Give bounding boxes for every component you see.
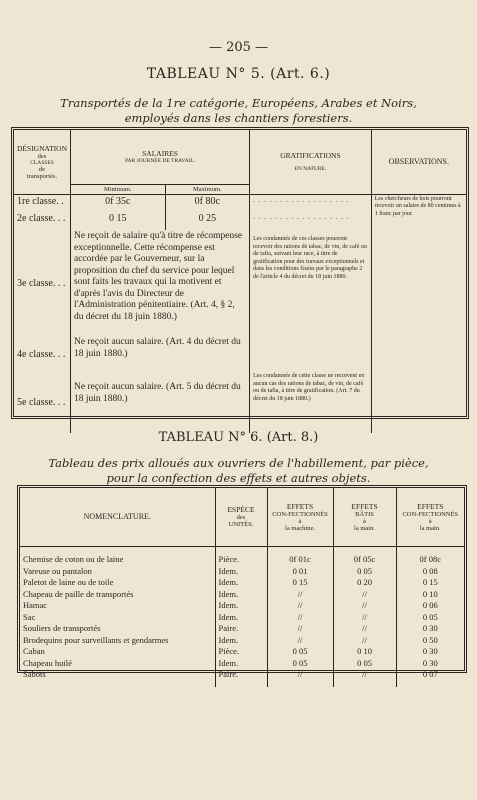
item-name: Sabots xyxy=(20,669,215,681)
item-machine: // xyxy=(267,623,333,635)
header-maximum: Maximum. xyxy=(165,184,250,194)
header-salaires: SALAIRES PAR JOURNÉE DE TRAVAIL. xyxy=(71,130,250,184)
item-name: Souliers de transportés xyxy=(20,623,215,635)
table-row xyxy=(14,194,466,212)
item-main: 0 06 xyxy=(422,600,438,610)
item-name: Caban xyxy=(20,646,215,658)
item-unit: Paire. xyxy=(215,623,267,635)
item-batis: 0 05 xyxy=(333,658,396,670)
item-unit: Pièce. xyxy=(215,646,267,658)
row-classe: 2e classe. . . xyxy=(14,212,71,230)
item-batis: 0 05 xyxy=(333,566,396,578)
row-classe: 5e classe. . . xyxy=(14,372,71,433)
item-unit: Idem. xyxy=(215,600,267,612)
table-row xyxy=(20,646,464,658)
tableau6-table xyxy=(20,488,464,687)
item-batis: 0 20 xyxy=(333,577,396,589)
table-row xyxy=(20,589,464,601)
item-batis: // xyxy=(333,612,396,624)
item-batis: 0 10 xyxy=(333,646,396,658)
row-max: 0 25 xyxy=(165,212,250,230)
item-unit: Idem. xyxy=(215,577,267,589)
item-main: 0 07 xyxy=(422,669,438,679)
item-name: Sac xyxy=(20,612,215,624)
item-machine: // xyxy=(267,589,333,601)
item-name: Brodequins pour surveillants et gendarmes xyxy=(20,635,215,647)
item-unit: Idem. xyxy=(215,589,267,601)
item-machine: // xyxy=(267,612,333,624)
tableau5-table xyxy=(14,130,466,433)
header-nomenclature: NOMENCLATURE. xyxy=(20,488,215,546)
page-number: — 205 — xyxy=(208,40,269,55)
row-obs: Les chercheurs de bois pourront recevoir un salaire de 80 centimes à 1 franc par jour. xyxy=(374,195,461,217)
table-row xyxy=(20,577,464,589)
row-classe: 4e classe. . . xyxy=(14,336,71,372)
item-machine: 0 01 xyxy=(267,566,333,578)
item-machine: 0 05 xyxy=(267,658,333,670)
table-row xyxy=(20,600,464,612)
item-unit: Pièce. xyxy=(215,554,267,566)
item-batis: // xyxy=(333,635,396,647)
row-classe: 3e classe. . . xyxy=(14,230,71,336)
row-min: 0 15 xyxy=(71,212,166,230)
item-batis: 0f 05c xyxy=(333,554,396,566)
table-row xyxy=(20,612,464,624)
item-unit: Paire. xyxy=(215,669,267,681)
row-text: Ne reçoit de salaire qu'à titre de récompense exceptionnelle. Cette récompense est accordée par le Gouverneur, sur la proposition du chef du service pour lequel sont faits les travaux qui la motivent et d'après l'avis du Directeur de l'Administration pénitentiaire. (Art. 4, § 2, du décret du 18 juin 1880.) xyxy=(71,230,250,336)
item-batis: // xyxy=(333,589,396,601)
item-name: Paletot de laine ou de toile xyxy=(20,577,215,589)
item-name: Hamac xyxy=(20,600,215,612)
tableau5-subtitle-line2: employés dans les chantiers forestiers. xyxy=(124,111,353,125)
row-grat: . . . . . . . . . . . . . . . . . . xyxy=(250,212,372,230)
item-main: 0 15 xyxy=(422,577,438,587)
item-main: 0 10 xyxy=(422,588,438,599)
row-grat: Les condamnés de ces classes pourront recevoir des rations de tabac, de vin, de café ou de tafia, suivant leur race, à titre de gratification pour des travaux exceptionnels et dans les conditions fixées par le paragraphe 2 de l'article 4 du décret du 18 juin 1880. xyxy=(250,230,372,372)
header-main: EFFETS CON-FECTIONNÉS à la main. xyxy=(396,488,464,546)
tableau5-subtitle-line1: Transportés de la 1re catégorie, Européens, Arabes et Noirs, xyxy=(60,96,417,110)
header-observations: OBSERVATIONS. xyxy=(371,130,466,194)
item-batis: // xyxy=(333,669,396,681)
row-grat: . . . . . . . . . . . . . . . . . . xyxy=(250,194,372,212)
row-classe: 1re classe. . xyxy=(14,194,71,212)
item-main: 0 05 xyxy=(422,611,438,622)
row-text: Ne reçoit aucun salaire. (Art. 4 du décret du 18 juin 1880.) xyxy=(71,336,250,372)
item-batis: // xyxy=(333,600,396,612)
table-row xyxy=(20,658,464,670)
tableau5-title: TABLEAU N° 5. (Art. 6.) xyxy=(146,66,331,82)
table-row xyxy=(20,566,464,578)
item-machine: 0f 01c xyxy=(267,554,333,566)
table-row xyxy=(20,669,464,681)
item-batis: // xyxy=(333,623,396,635)
row-max: 0f 80c xyxy=(165,194,250,212)
table-row xyxy=(14,230,466,336)
item-machine: // xyxy=(267,669,333,681)
item-main: 0 08 xyxy=(422,565,438,576)
item-name: Chemise de coton ou de laine xyxy=(20,554,215,566)
header-minimum: Minimum. xyxy=(71,184,166,194)
header-batis: EFFETS BÂTIS à la main. xyxy=(333,488,396,546)
row-text: Ne reçoit aucun salaire. (Art. 5 du décret du 18 juin 1880.) xyxy=(71,372,250,433)
item-machine: 0 15 xyxy=(267,577,333,589)
tableau6-title: TABLEAU N° 6. (Art. 8.) xyxy=(158,430,319,445)
item-name: Chapeau huilé xyxy=(20,658,215,670)
item-machine: 0 05 xyxy=(267,646,333,658)
table-row xyxy=(20,623,464,635)
item-name: Chapeau de paille de transportés xyxy=(20,589,215,601)
item-main: 0f 08c xyxy=(419,554,441,564)
header-designation: DÉSIGNATION des CLASSES de transportés. xyxy=(14,130,71,194)
row-min: 0f 35c xyxy=(71,194,166,212)
item-main: 0 30 xyxy=(422,657,438,668)
item-main: 0 30 xyxy=(422,623,438,633)
header-espece: ESPÈCE des UNITÉS. xyxy=(215,488,267,546)
item-name: Vareuse ou pantalon xyxy=(20,566,215,578)
header-gratifications: GRATIFICATIONS EN NATURE. xyxy=(250,130,372,194)
item-unit: Idem. xyxy=(215,658,267,670)
item-unit: Idem. xyxy=(215,635,267,647)
item-machine: // xyxy=(267,600,333,612)
table-row xyxy=(20,635,464,647)
header-machine: EFFETS CON-FECTIONNÉS à la machine. xyxy=(267,488,333,546)
item-main: 0 30 xyxy=(422,646,438,656)
item-machine: // xyxy=(267,635,333,647)
item-main: 0 50 xyxy=(422,634,438,645)
tableau6-subtitle-line1: Tableau des prix alloués aux ouvriers de l'habillement, par pièce, xyxy=(48,456,429,470)
table-row xyxy=(20,554,464,566)
row-grat: Les condamnés de cette classe ne recoivent en aucun cas des rations de tabac, de vin, de café ou de tafia, à titre de gratification. (Art. 7 du décret du 18 juin 1880.) xyxy=(250,372,372,433)
item-unit: Idem. xyxy=(215,566,267,578)
tableau6-subtitle-line2: pour la confection des effets et autres objets. xyxy=(106,471,371,485)
item-unit: Idem. xyxy=(215,612,267,624)
